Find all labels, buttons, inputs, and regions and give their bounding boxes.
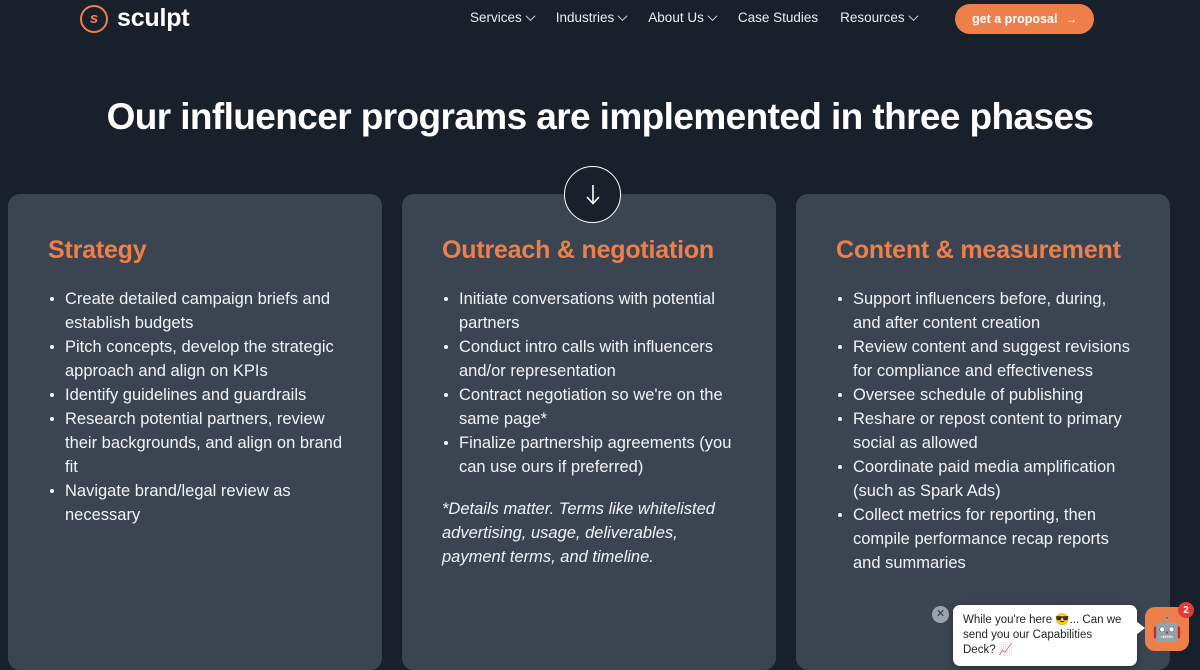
list-item: Identify guidelines and guardrails (48, 383, 346, 407)
cta-label: get a proposal (972, 12, 1058, 26)
chevron-down-icon (908, 11, 918, 21)
phase-cards (8, 194, 1192, 670)
arrow-right-icon: → (1065, 12, 1078, 26)
nav-label: About Us (648, 10, 704, 25)
chevron-down-icon (618, 11, 628, 21)
chevron-down-icon (525, 11, 535, 21)
arrow-down-icon (583, 183, 603, 207)
chevron-down-icon (707, 11, 717, 21)
logo-mark-icon (80, 5, 108, 33)
list-item: Create detailed campaign briefs and establish budgets (48, 287, 346, 335)
nav-label: Case Studies (737, 10, 819, 25)
nav-item-resources[interactable] (840, 10, 917, 25)
primary-nav (470, 10, 917, 25)
nav-label: Resources (840, 10, 905, 25)
list-item: Navigate brand/legal review as necessary (48, 479, 346, 527)
logo[interactable] (80, 4, 189, 33)
list-item: Contract negotiation so we're on the same page* (442, 383, 740, 431)
phase-card-strategy (8, 194, 382, 670)
list-item: Collect metrics for reporting, then compile performance recap reports and summaries (836, 503, 1134, 575)
card-bullet-list (442, 287, 740, 479)
get-a-proposal-button[interactable] (955, 4, 1094, 34)
list-item: Coordinate paid media amplification (such as Spark Ads) (836, 455, 1134, 503)
card-bullet-list (48, 287, 346, 527)
logo-text: sculpt (117, 4, 190, 32)
nav-label: Industries (555, 10, 615, 25)
robot-icon: 🤖 (1152, 615, 1182, 643)
list-item: Pitch concepts, develop the strategic approach and align on KPIs (48, 335, 346, 383)
chat-message-bubble[interactable]: While you're here 😎... Can we send you our Capabilities Deck? 📈 (953, 605, 1137, 666)
list-item: Conduct intro calls with influencers and/or representation (442, 335, 740, 383)
card-footnote: *Details matter. Terms like whitelisted advertising, usage, deliverables, payment terms, and timeline. (442, 500, 715, 566)
card-bullet-list (836, 287, 1134, 575)
page-title: Our influencer programs are implemented in three phases (106, 96, 1094, 137)
phase-card-content-measurement (796, 194, 1170, 670)
logo-mark-letter: s (89, 10, 99, 27)
nav-label: Services (470, 10, 522, 25)
nav-item-industries[interactable] (556, 10, 627, 25)
card-title: Outreach & negotiation (442, 236, 715, 264)
card-title: Strategy (48, 236, 147, 264)
phase-card-outreach-negotiation (402, 194, 776, 670)
chat-close-button[interactable]: ✕ (932, 606, 949, 623)
scroll-down-button[interactable] (564, 166, 621, 223)
list-item: Reshare or repost content to primary social as allowed (836, 407, 1134, 455)
list-item: Research potential partners, review their backgrounds, and align on brand fit (48, 407, 346, 479)
nav-item-services[interactable] (470, 10, 534, 25)
site-header (0, 0, 1200, 55)
list-item: Review content and suggest revisions for compliance and effectiveness (836, 335, 1134, 383)
chat-unread-badge: 2 (1178, 602, 1194, 618)
list-item: Oversee schedule of publishing (836, 383, 1134, 407)
nav-item-case-studies[interactable] (738, 10, 818, 25)
list-item: Finalize partnership agreements (you can use ours if preferred) (442, 431, 740, 479)
card-title: Content & measurement (836, 236, 1121, 264)
list-item: Support influencers before, during, and after content creation (836, 287, 1134, 335)
list-item: Initiate conversations with potential partners (442, 287, 740, 335)
nav-item-about-us[interactable] (648, 10, 716, 25)
